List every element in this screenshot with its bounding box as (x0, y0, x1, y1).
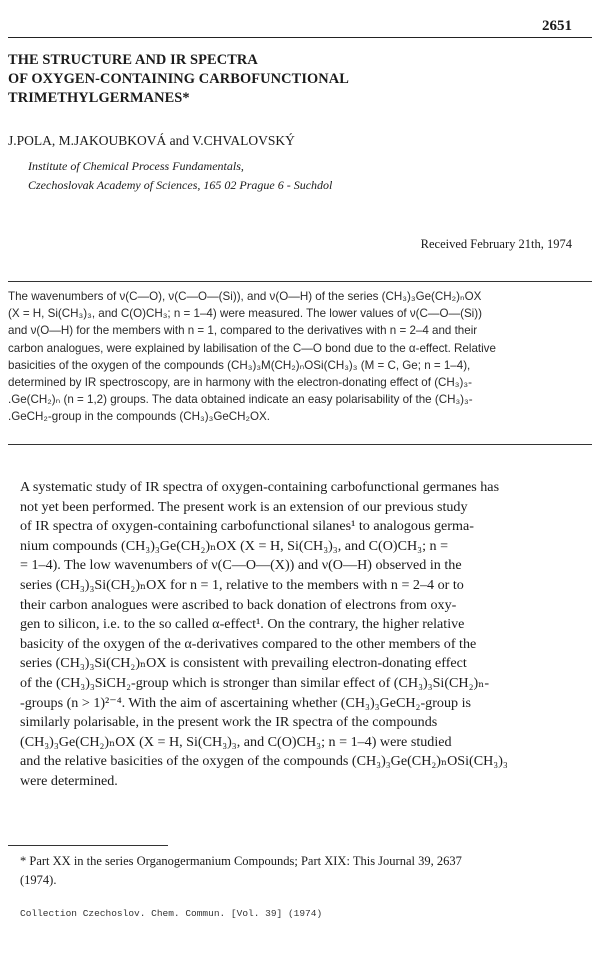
affiliation-line: Institute of Chemical Process Fundamentals, (28, 159, 244, 173)
header-rule (8, 37, 592, 38)
body-line: and the relative basicities of the oxygen of the compounds (CH₃)₃Ge(CH₂)ₙOSi(CH₃)₃ (20, 753, 508, 770)
affiliation (28, 157, 332, 195)
body-line: A systematic study of IR spectra of oxygen-containing carbofunctional germanes has (20, 479, 500, 495)
abstract-line: carbon analogues, were explained by labilisation of the C—O bond due to the α-effect. Relative (8, 341, 496, 355)
abstract-line: .Ge(CH₂)ₙ (n = 1,2) groups. The data obtained indicate an easy polarisability of the (CH₃)₃- (8, 393, 473, 407)
authors: J.POLA, M.JAKOUBKOVÁ and V.CHVALOVSKÝ (8, 133, 295, 148)
body-line: series (CH₃)₃Si(CH₂)ₙOX for n = 1, relative to the members with n = 2–4 or to (20, 576, 464, 593)
affiliation-line: Czechoslovak Academy of Sciences, 165 02 Prague 6 - Suchdol (28, 178, 333, 192)
body-line: = 1–4). The low wavenumbers of ν(C—O—(X)) and ν(O—H) observed in the (20, 557, 462, 574)
journal-citation: Collection Czechoslov. Chem. Commun. [Vol. 39] (1974) (20, 908, 323, 919)
body-line: of the (CH₃)₃SiCH₂-group which is stronger than similar effect of (CH₃)₃Si(CH₂)ₙ- (20, 674, 490, 691)
footnote-line: * Part XX in the series Organogermanium Compounds; Part XIX: This Journal 39, 2637 (20, 854, 462, 868)
abstract-line: The wavenumbers of ν(C—O), ν(C—O—(Si)), and ν(O—H) of the series (CH₃)₃Ge(CH₂)ₙOX (8, 290, 482, 303)
body-line: of IR spectra of oxygen-containing carbofunctional silanes¹ to analogous germa- (20, 518, 474, 535)
body-line: not yet been performed. The present work is an extension of our previous study (20, 498, 468, 515)
body-line: (CH₃)₃Ge(CH₂)ₙOX (X = H, Si(CH₃)₃, and C(O)CH₃; n = 1–4) were studied (20, 733, 452, 750)
title-line: OF OXYGEN-CONTAINING CARBOFUNCTIONAL (8, 71, 349, 87)
footnote (20, 852, 586, 890)
abstract-line: .GeCH₂-group in the compounds (CH₃)₃GeCH₂OX. (8, 410, 271, 424)
body-line: were determined. (20, 772, 118, 789)
title-line: TRIMETHYLGERMANES* (8, 90, 190, 106)
body-line: series (CH₃)₃Si(CH₂)ₙOX is consistent with prevailing electron-donating effect (20, 655, 467, 672)
body-line: their carbon analogues were ascribed to back donation of electrons from oxy- (20, 596, 457, 613)
abstract-line: (X = H, Si(CH₃)₃, and C(O)CH₃; n = 1–4) were measured. The lower values of ν(C—O—(Si)) (8, 307, 482, 321)
body-line: -groups (n > 1)²⁻⁴. With the aim of ascertaining whether (CH₃)₃GeCH₂-group is (20, 694, 471, 711)
body-line: gen to silicon, i.e. to the so called α-effect¹. On the contrary, the higher relative (20, 616, 465, 633)
body-line: basicity of the oxygen of the α-derivatives compared to the other members of the (20, 635, 477, 652)
abstract-line: and ν(O—H) for the members with n = 1, compared to the derivatives with n = 2–4 and their (8, 324, 478, 338)
body-line: nium compounds (CH₃)₃Ge(CH₂)ₙOX (X = H, Si(CH₃)₃, and C(O)CH₃; n = (20, 537, 449, 554)
title-line: THE STRUCTURE AND IR SPECTRA (8, 52, 258, 68)
abstract-line: basicities of the oxygen of the compounds (CH₃)₃M(CH₂)ₙOSi(CH₃)₃ (M = C, Ge; n = 1–4), (8, 358, 471, 372)
page-number: 2651 (542, 18, 572, 34)
received-date: Received February 21th, 1974 (420, 237, 572, 251)
abstract-bottom-rule (8, 444, 592, 445)
abstract-top-rule (8, 281, 592, 282)
abstract (8, 288, 584, 426)
body-paragraph (20, 478, 586, 792)
article-title (8, 51, 568, 108)
footnote-line: (1974). (20, 873, 57, 887)
abstract-line: determined by IR spectroscopy, are in harmony with the electron-donating effect of (CH₃)₃- (8, 376, 472, 390)
body-line: similarly polarisable, in the present work the IR spectra of the compounds (20, 714, 438, 731)
footnote-rule (8, 845, 168, 846)
